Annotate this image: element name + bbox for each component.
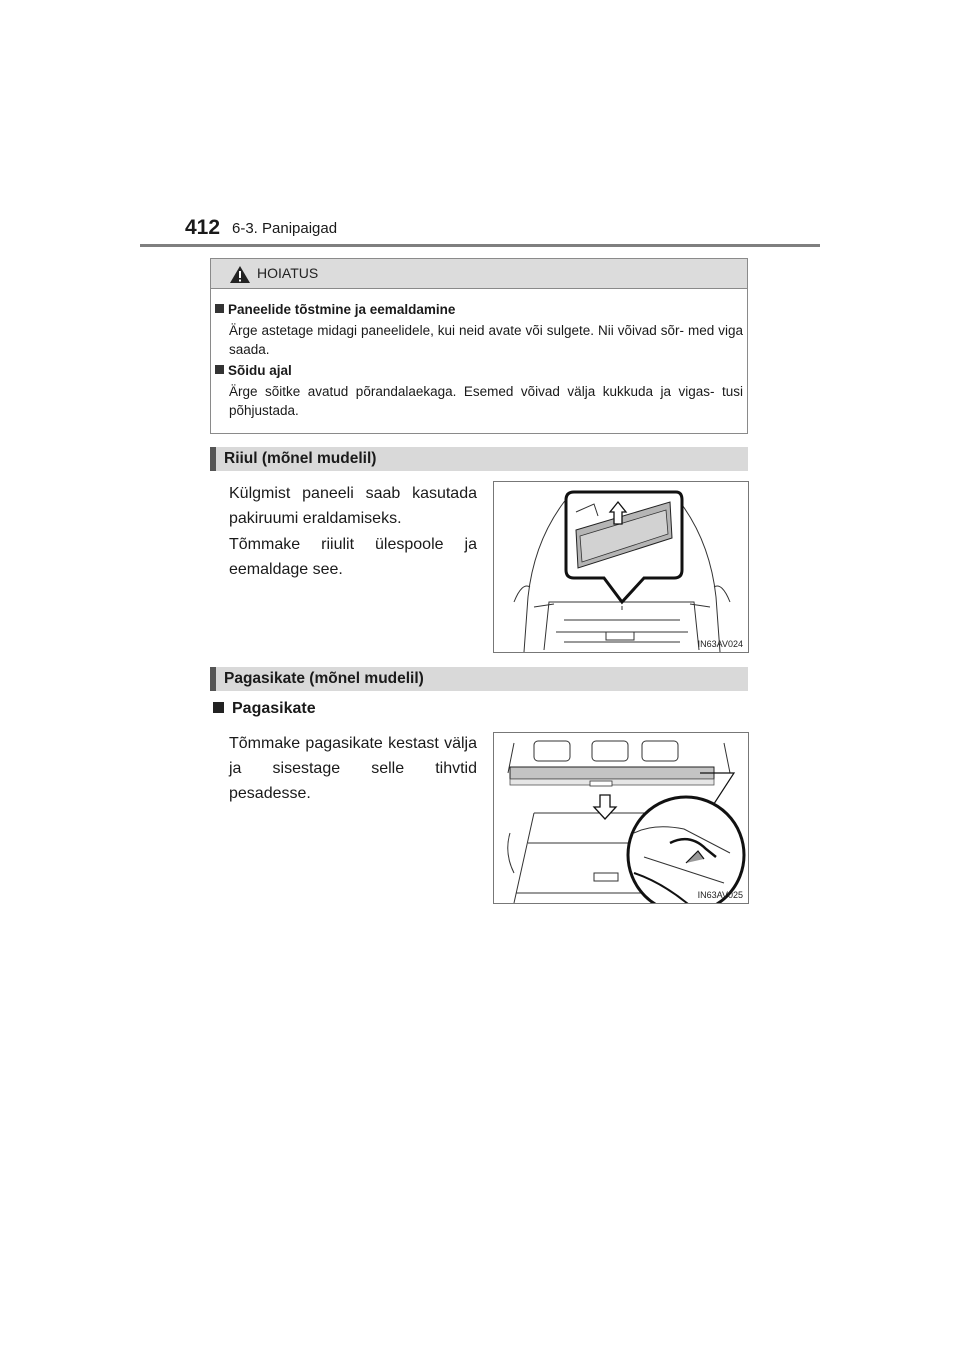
bullet-square-icon	[215, 365, 224, 374]
shelf-illustration	[493, 481, 749, 653]
cover-illustration	[493, 732, 749, 904]
cargo-shelf-drawing	[494, 482, 749, 653]
section-heading-label: Pagasikate (mõnel mudelil)	[224, 670, 424, 687]
section-heading-shelf	[210, 447, 748, 471]
shelf-paragraph-1: Külgmist paneeli saab kasutada pakiruumi eraldamiseks.	[229, 485, 477, 527]
section-title: 6-3. Panipaigad	[232, 220, 338, 237]
warning-title: HOIATUS	[257, 265, 319, 281]
warning-header	[211, 259, 747, 289]
section-heading-label: Riiul (mõnel mudelil)	[224, 450, 377, 467]
luggage-cover-drawing	[494, 733, 749, 904]
bullet-square-icon	[213, 702, 224, 713]
page-number: 412	[185, 216, 221, 239]
shelf-paragraph-2: Tõmmake riiulit ülespoole ja eemaldage see.	[229, 536, 477, 578]
warning-box	[210, 258, 748, 434]
bullet-square-icon	[215, 304, 224, 313]
section-heading-cover	[210, 667, 748, 691]
cover-paragraph: Tõmmake pagasikate kestast välja ja sisestage selle tihvtid pesadesse.	[229, 735, 477, 802]
figure-code: IN63AV024	[697, 639, 743, 649]
warning-item-text: Ärge sõitke avatud põrandalaekaga. Esemed võivad välja kukkuda ja vigas- tusi põhjustada.	[229, 384, 743, 418]
figure-code: IN63AV025	[697, 890, 743, 900]
warning-item-title: Sõidu ajal	[215, 363, 292, 378]
warning-triangle-icon	[229, 265, 251, 284]
warning-item-text: Ärge astetage midagi paneelidele, kui neid avate või sulgete. Nii võivad sõr- med viga saada.	[229, 323, 743, 357]
cover-subheading: Pagasikate	[213, 700, 316, 718]
header-rule	[140, 244, 820, 247]
warning-item-title: Paneelide tõstmine ja eemaldamine	[215, 302, 455, 317]
